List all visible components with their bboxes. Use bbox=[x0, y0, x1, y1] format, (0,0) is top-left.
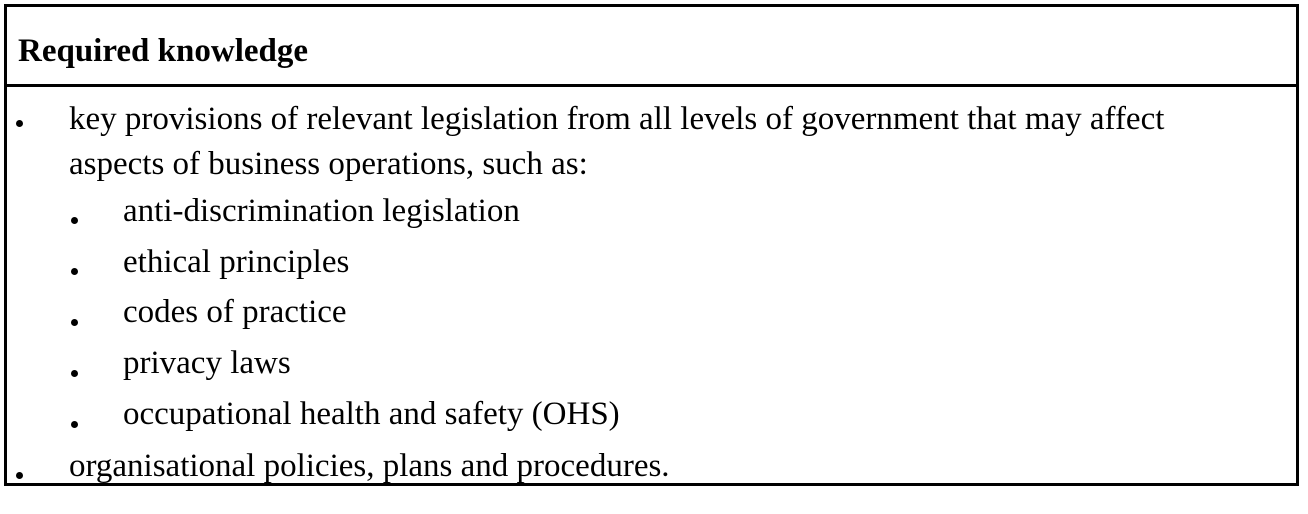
sub-bullet-icon bbox=[71, 319, 78, 326]
knowledge-table bbox=[4, 4, 1299, 486]
list-item-line: aspects of business operations, such as: bbox=[69, 146, 588, 182]
sub-list-item: anti-discrimination legislation bbox=[123, 193, 520, 229]
sub-bullet-icon bbox=[71, 421, 78, 428]
list-item-line: organisational policies, plans and procedures. bbox=[69, 448, 670, 484]
sub-bullet-icon bbox=[71, 370, 78, 377]
table-heading: Required knowledge bbox=[18, 33, 309, 69]
sub-bullet-icon bbox=[71, 217, 78, 224]
table-header-row bbox=[7, 7, 1296, 87]
bullet-icon bbox=[16, 120, 23, 127]
list-item-line: key provisions of relevant legislation from all levels of government that may affect bbox=[69, 101, 1165, 137]
bullet-icon bbox=[16, 472, 23, 479]
sub-list-item: occupational health and safety (OHS) bbox=[123, 396, 620, 432]
table-body-row bbox=[7, 87, 1296, 483]
sub-list-item: codes of practice bbox=[123, 294, 347, 330]
sub-list-item: ethical principles bbox=[123, 244, 350, 280]
sub-bullet-icon bbox=[71, 268, 78, 275]
sub-list-item: privacy laws bbox=[123, 345, 291, 381]
